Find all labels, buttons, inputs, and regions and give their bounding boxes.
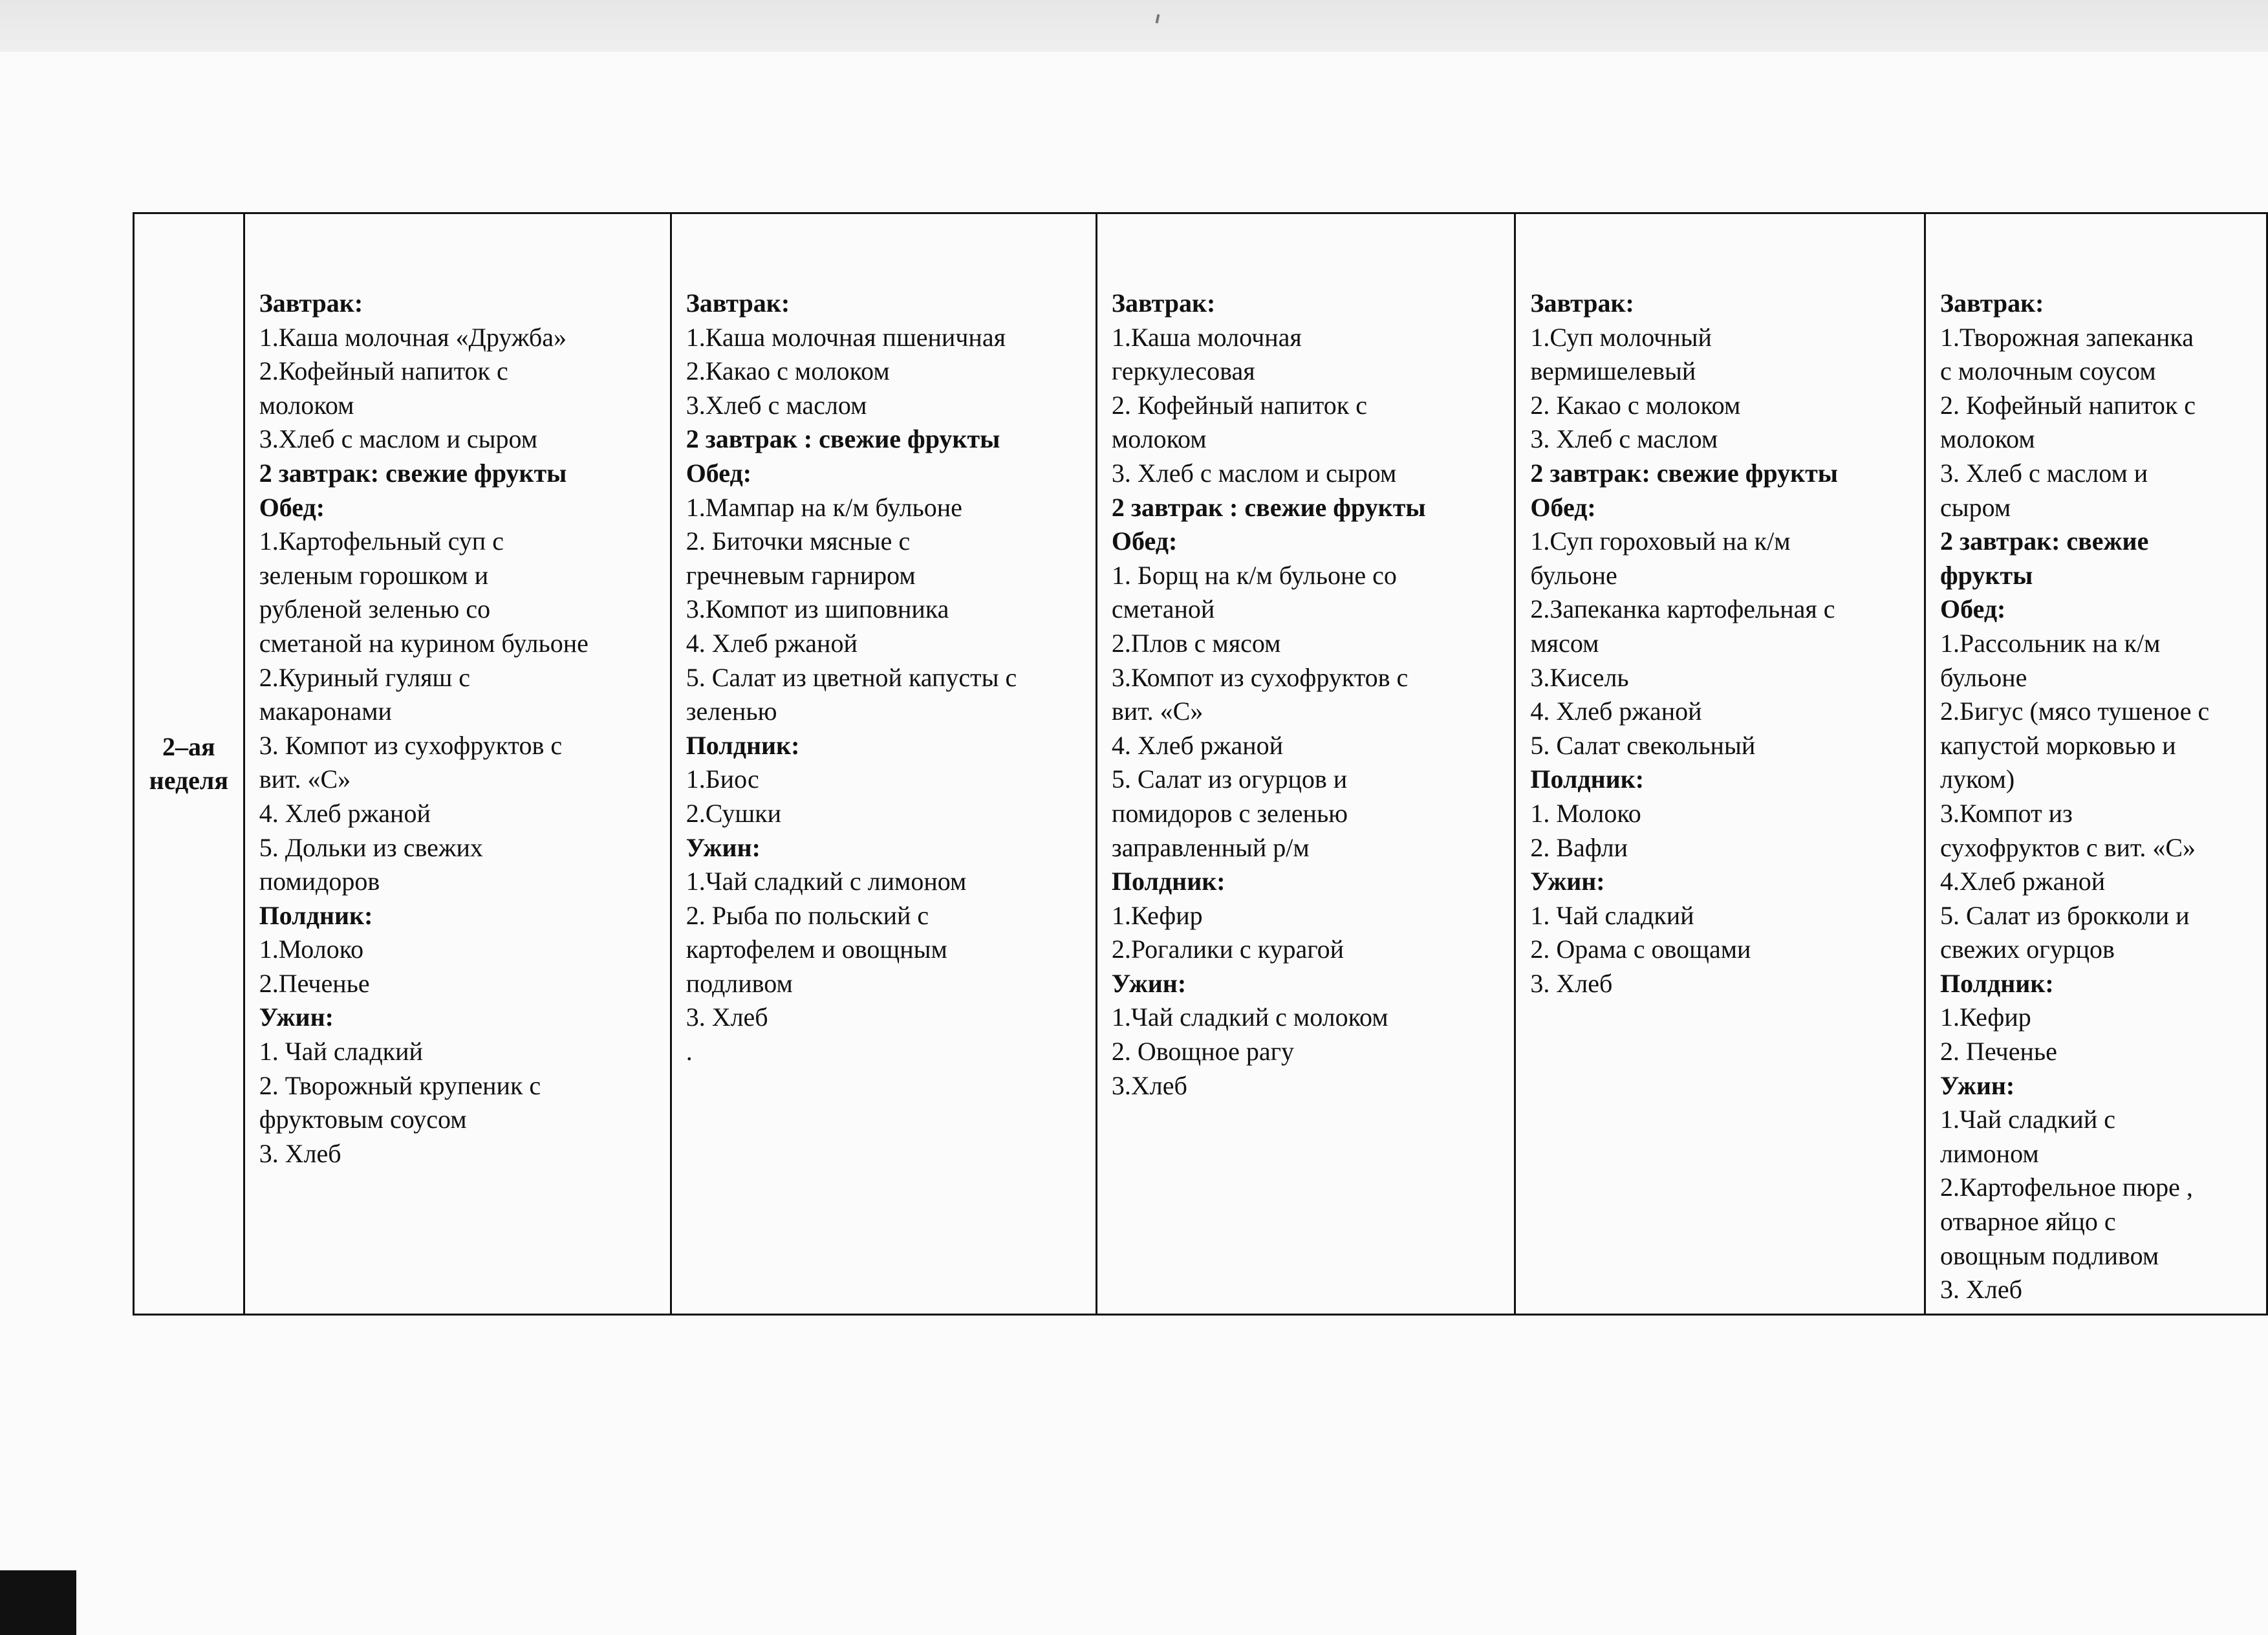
menu-item: 2.Бигус (мясо тушеное с xyxy=(1940,697,2210,726)
menu-item: 1.Каша молочная «Дружба» xyxy=(259,322,567,352)
menu-item: заправленный р/м xyxy=(1111,832,1310,862)
menu-item: 1.Суп гороховый на к/м xyxy=(1530,526,1791,556)
meal-heading: Полдник: xyxy=(1940,968,2054,998)
menu-item: 3.Компот из сухофруктов с xyxy=(1111,662,1409,692)
menu-item: 3.Хлеб xyxy=(1111,1070,1187,1100)
menu-item: 2.Сушки xyxy=(686,798,782,828)
meal-heading: Завтрак: xyxy=(259,288,363,318)
menu-item: . xyxy=(686,1037,693,1067)
menu-item: картофелем и овощным xyxy=(686,935,947,964)
meal-heading: 2 завтрак: свежие фрукты xyxy=(1530,458,1839,488)
menu-item: 2. Какао с молоком xyxy=(1530,390,1741,420)
day-cell-5 xyxy=(1925,213,2267,1315)
menu-item: 3. Хлеб xyxy=(1940,1275,2022,1305)
menu-item: сметаной xyxy=(1111,594,1215,624)
weekly-menu-table xyxy=(133,212,2268,1316)
menu-item: подливом xyxy=(686,968,793,998)
menu-item: 2.Кофейный напиток с xyxy=(259,356,508,386)
menu-item: 3.Хлеб с маслом и сыром xyxy=(259,424,538,454)
day-cell-3 xyxy=(1096,213,1515,1315)
meal-heading: Завтрак: xyxy=(686,288,790,318)
week-number: 2–ая xyxy=(162,731,215,761)
menu-item: 1.Кефир xyxy=(1111,900,1203,930)
menu-item: 1.Молоко xyxy=(259,935,364,964)
day-cell-2 xyxy=(671,213,1096,1315)
meal-heading: фрукты xyxy=(1940,560,2033,590)
menu-item: с молочным соусом xyxy=(1940,356,2156,386)
meal-heading: 2 завтрак: свежие xyxy=(1940,526,2149,556)
menu-item: 2. Печенье xyxy=(1940,1037,2057,1067)
scan-corner-shadow xyxy=(0,1570,76,1635)
menu-item: 2.Куриный гуляш с xyxy=(259,662,471,692)
menu-item: гречневым гарниром xyxy=(686,560,916,590)
menu-item: фруктовым соусом xyxy=(259,1105,467,1134)
menu-item: молоком xyxy=(1940,424,2035,454)
menu-item: молоком xyxy=(1111,424,1207,454)
scan-top-margin xyxy=(0,0,2268,52)
menu-item: 3. Компот из сухофруктов с xyxy=(259,730,563,760)
menu-item: 3.Хлеб с маслом xyxy=(686,390,867,420)
meal-heading: Ужин: xyxy=(1940,1070,2015,1100)
menu-item: 1.Каша молочная пшеничная xyxy=(686,322,1006,352)
menu-item: 2.Запеканка картофельная с xyxy=(1530,594,1835,624)
menu-item: вит. «С» xyxy=(259,764,351,794)
menu-item: 5. Салат из брокколи и xyxy=(1940,900,2190,930)
menu-item: 2.Рогалики с курагой xyxy=(1111,935,1345,964)
menu-item: 1. Борщ на к/м бульоне со xyxy=(1111,560,1397,590)
meal-heading: Обед: xyxy=(686,458,752,488)
meal-heading: Ужин: xyxy=(1530,867,1605,896)
menu-item: 2. Кофейный напиток с xyxy=(1111,390,1367,420)
menu-item: 2. Орама с овощами xyxy=(1530,935,1751,964)
menu-item: 1.Чай сладкий с xyxy=(1940,1105,2115,1134)
meal-heading: Полдник: xyxy=(1530,764,1645,794)
menu-item: капустой морковью и xyxy=(1940,730,2176,760)
menu-item: 2. Биточки мясные с xyxy=(686,526,911,556)
menu-item: 1.Кефир xyxy=(1940,1002,2031,1032)
menu-item: 5. Дольки из свежих xyxy=(259,832,483,862)
menu-item: 1.Чай сладкий с лимоном xyxy=(686,867,967,896)
menu-item: 3.Компот из xyxy=(1940,798,2073,828)
menu-item: макаронами xyxy=(259,697,392,726)
menu-item: 3. Хлеб xyxy=(259,1138,341,1168)
menu-item: 3. Хлеб с маслом xyxy=(1530,424,1718,454)
menu-item: 2.Какао с молоком xyxy=(686,356,890,386)
menu-item: 3. Хлеб xyxy=(1530,968,1613,998)
meal-heading: Обед: xyxy=(259,492,325,522)
menu-item: 3. Хлеб с маслом и сыром xyxy=(1111,458,1397,488)
menu-item: 4. Хлеб ржаной xyxy=(1111,730,1284,760)
menu-item: помидоров с зеленью xyxy=(1111,798,1348,828)
menu-item: бульоне xyxy=(1940,662,2027,692)
menu-item: 3. Хлеб xyxy=(686,1002,768,1032)
menu-item: 2. Овощное рагу xyxy=(1111,1037,1295,1067)
menu-item: сыром xyxy=(1940,492,2011,522)
menu-item: сухофруктов с вит. «С» xyxy=(1940,832,2196,862)
menu-item: молоком xyxy=(259,390,354,420)
menu-item: свежих огурцов xyxy=(1940,935,2115,964)
menu-item: 4.Хлеб ржаной xyxy=(1940,867,2106,896)
meal-heading: Ужин: xyxy=(686,832,761,862)
menu-item: 1.Картофельный суп с xyxy=(259,526,504,556)
menu-item: 1.Творожная запеканка xyxy=(1940,322,2194,352)
week-word: неделя xyxy=(149,765,229,795)
menu-item: 2. Рыба по польский с xyxy=(686,900,929,930)
menu-item: 4. Хлеб ржаной xyxy=(259,798,431,828)
menu-item: 2. Кофейный напиток с xyxy=(1940,390,2196,420)
meal-heading: Ужин: xyxy=(1111,968,1187,998)
menu-item: 5. Салат из цветной капусты с xyxy=(686,662,1017,692)
menu-item: отварное яйцо с xyxy=(1940,1207,2116,1237)
meal-heading: Ужин: xyxy=(259,1002,334,1032)
week-row xyxy=(134,213,2267,1315)
menu-item: 5. Салат из огурцов и xyxy=(1111,764,1348,794)
menu-item: 1.Биос xyxy=(686,764,759,794)
menu-item: 3.Компот из шиповника xyxy=(686,594,949,624)
menu-item: геркулесовая xyxy=(1111,356,1255,386)
week-label-cell xyxy=(134,213,244,1315)
menu-item: луком) xyxy=(1940,764,2015,794)
menu-item: овощным подливом xyxy=(1940,1240,2159,1270)
menu-item: зеленью xyxy=(686,697,777,726)
day-cell-4 xyxy=(1515,213,1925,1315)
meal-heading: Завтрак: xyxy=(1940,288,2044,318)
menu-item: 5. Салат свекольный xyxy=(1530,730,1756,760)
meal-heading: Завтрак: xyxy=(1530,288,1634,318)
menu-item: зеленым горошком и xyxy=(259,560,489,590)
menu-item: вит. «С» xyxy=(1111,697,1204,726)
menu-item: помидоров xyxy=(259,867,380,896)
menu-item: 1.Чай сладкий с молоком xyxy=(1111,1002,1388,1032)
meal-heading: Завтрак: xyxy=(1111,288,1216,318)
menu-item: 4. Хлеб ржаной xyxy=(1530,697,1702,726)
menu-item: 1.Мампар на к/м бульоне xyxy=(686,492,962,522)
menu-item: 3. Хлеб с маслом и xyxy=(1940,458,2148,488)
menu-item: 1.Каша молочная xyxy=(1111,322,1302,352)
meal-heading: Полдник: xyxy=(686,730,800,760)
menu-item: 1. Молоко xyxy=(1530,798,1641,828)
menu-item: 2. Вафли xyxy=(1530,832,1628,862)
meal-heading: 2 завтрак : свежие фрукты xyxy=(686,424,1000,454)
menu-item: лимоном xyxy=(1940,1138,2039,1168)
menu-item: 1.Рассольник на к/м xyxy=(1940,628,2161,658)
menu-item: 2. Творожный крупеник с xyxy=(259,1070,541,1100)
menu-item: 2.Картофельное пюре , xyxy=(1940,1173,2193,1202)
meal-heading: Обед: xyxy=(1111,526,1178,556)
meal-heading: Полдник: xyxy=(259,900,373,930)
meal-heading: 2 завтрак: свежие фрукты xyxy=(259,458,567,488)
menu-item: вермишелевый xyxy=(1530,356,1696,386)
day-cell-1 xyxy=(244,213,671,1315)
menu-item: 1.Суп молочный xyxy=(1530,322,1712,352)
menu-item: рубленой зеленью со xyxy=(259,594,491,624)
menu-item: бульоне xyxy=(1530,560,1617,590)
meal-heading: 2 завтрак : свежие фрукты xyxy=(1111,492,1426,522)
menu-item: 4. Хлеб ржаной xyxy=(686,628,858,658)
menu-item: 2.Печенье xyxy=(259,968,370,998)
menu-item: 3.Кисель xyxy=(1530,662,1629,692)
menu-item: мясом xyxy=(1530,628,1599,658)
menu-item: сметаной на курином бульоне xyxy=(259,628,589,658)
menu-item: 2.Плов с мясом xyxy=(1111,628,1281,658)
menu-item: 1. Чай сладкий xyxy=(1530,900,1694,930)
meal-heading: Обед: xyxy=(1940,594,2006,624)
meal-heading: Обед: xyxy=(1530,492,1596,522)
meal-heading: Полдник: xyxy=(1111,867,1226,896)
menu-item: 1. Чай сладкий xyxy=(259,1037,423,1067)
